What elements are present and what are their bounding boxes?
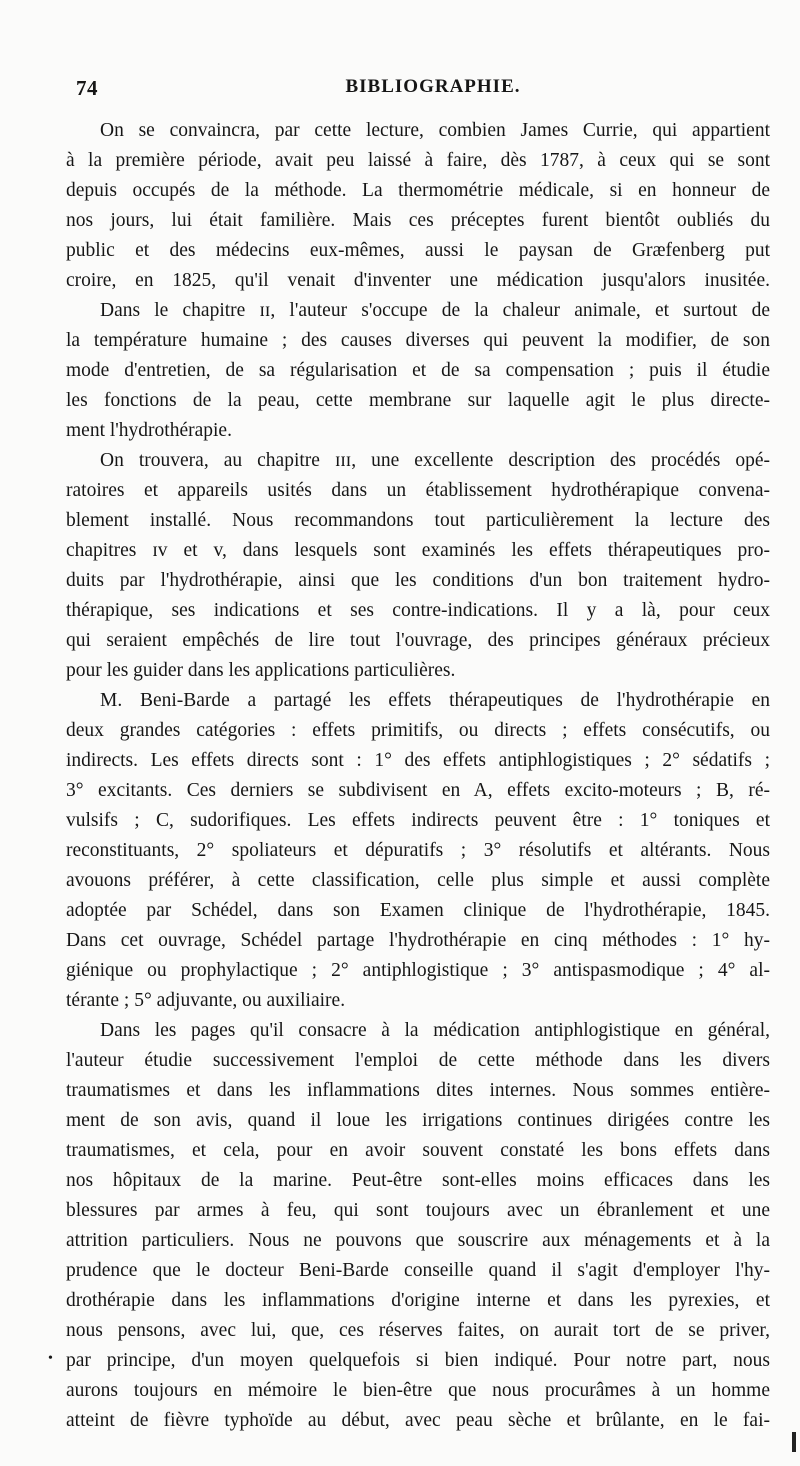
text-line: avouons préférer, à cette classification, celle plus simple et aussi complète	[66, 870, 770, 891]
text-line: ment de son avis, quand il loue les irrigations continues dirigées contre les	[66, 1110, 770, 1131]
text-line: indirects. Les effets directs sont : 1° des effets antiphlogistiques ; 2° sédatifs ;	[66, 750, 770, 771]
text-line: ratoires et appareils usités dans un établissement hydrothérapique convena-	[66, 480, 770, 501]
text-line: à la première période, avait peu laissé à faire, dès 1787, à ceux qui se sont	[66, 150, 770, 171]
text-line: ment l'hydrothérapie.	[66, 420, 232, 441]
text-line: 3° excitants. Ces derniers se subdivisent en A, effets excito-moteurs ; B, ré-	[66, 780, 770, 801]
text-line: public et des médecins eux-mêmes, aussi le paysan de Græfenberg put	[66, 240, 770, 261]
text-line: aurons toujours en mémoire le bien-être que nous procurâmes à un homme	[66, 1380, 770, 1401]
text-line: reconstituants, 2° spoliateurs et dépuratifs ; 3° résolutifs et altérants. Nous	[66, 840, 770, 861]
text-line: drothérapie dans les inflammations d'origine interne et dans les pyrexies, et	[66, 1290, 770, 1311]
text-line: giénique ou prophylactique ; 2° antiphlogistique ; 3° antispasmodique ; 4° al-	[66, 960, 770, 981]
text-line: Dans les pages qu'il consacre à la médication antiphlogistique en général,	[100, 1020, 770, 1041]
text-line: M. Beni-Barde a partagé les effets thérapeutiques de l'hydrothérapie en	[100, 690, 770, 711]
text-line: térante ; 5° adjuvante, ou auxiliaire.	[66, 990, 346, 1011]
page-header	[76, 76, 770, 106]
text-line: nos jours, lui était familière. Mais ces préceptes furent bientôt oubliés du	[66, 210, 770, 231]
running-title: BIBLIOGRAPHIE.	[345, 76, 521, 97]
text-line: par principe, d'un moyen quelquefois si bien indiqué. Pour notre part, nous	[66, 1350, 770, 1371]
text-line: nos hôpitaux de la marine. Peut-être sont-elles moins efficaces dans les	[66, 1170, 770, 1191]
text-line: deux grandes catégories : effets primitifs, ou directs ; effets consécutifs, ou	[66, 720, 770, 741]
text-line: On se convaincra, par cette lecture, combien James Currie, qui appartient	[100, 120, 770, 141]
text-line: l'auteur étudie successivement l'emploi de cette méthode dans les divers	[66, 1050, 770, 1071]
text-line: la température humaine ; des causes diverses qui peuvent la modifier, de son	[66, 330, 770, 351]
text-line: On trouvera, au chapitre ɪɪɪ, une excellente description des procédés opé-	[100, 450, 770, 471]
text-line: nous pensons, avec lui, que, ces réserves faites, on aurait tort de se priver,	[66, 1320, 770, 1341]
text-line: qui seraient empêchés de lire tout l'ouvrage, des principes généraux précieux	[66, 630, 770, 651]
scan-speck	[792, 1432, 796, 1452]
text-line: thérapique, ses indications et ses contre-indications. Il y a là, pour ceux	[66, 600, 770, 621]
text-line: Dans cet ouvrage, Schédel partage l'hydrothérapie en cinq méthodes : 1° hy-	[66, 930, 770, 951]
text-line: chapitres ɪv et v, dans lesquels sont examinés les effets thérapeutiques pro-	[66, 540, 770, 561]
text-line: vulsifs ; C, sudorifiques. Les effets indirects peuvent être : 1° toniques et	[66, 810, 770, 831]
margin-mark: •	[48, 1351, 53, 1366]
text-line: prudence que le docteur Beni-Barde conseille quand il s'agit d'employer l'hy-	[66, 1260, 770, 1281]
text-line: duits par l'hydrothérapie, ainsi que les conditions d'un bon traitement hydro-	[66, 570, 770, 591]
text-line: blessures par armes à feu, qui sont toujours avec un ébranlement et une	[66, 1200, 770, 1221]
text-line: atteint de fièvre typhoïde au début, avec peau sèche et brûlante, en le fai-	[66, 1410, 770, 1431]
text-line: mode d'entretien, de sa régularisation et de sa compensation ; puis il étudie	[66, 360, 770, 381]
text-line: blement installé. Nous recommandons tout particulièrement la lecture des	[66, 510, 770, 531]
text-line: croire, en 1825, qu'il venait d'inventer une médication jusqu'alors inusitée.	[66, 270, 770, 291]
text-line: les fonctions de la peau, cette membrane sur laquelle agit le plus directe-	[66, 390, 770, 411]
text-line: pour les guider dans les applications particulières.	[66, 660, 456, 681]
text-line: adoptée par Schédel, dans son Examen clinique de l'hydrothérapie, 1845.	[66, 900, 770, 921]
text-line: traumatismes, et cela, pour en avoir souvent constaté les bons effets dans	[66, 1140, 770, 1161]
text-line: Dans le chapitre ɪɪ, l'auteur s'occupe de la chaleur animale, et surtout de	[100, 300, 770, 321]
text-line: traumatismes et dans les inflammations dites internes. Nous sommes entière-	[66, 1080, 770, 1101]
page-number: 74	[76, 76, 98, 100]
text-line: attrition particuliers. Nous ne pouvons que souscrire aux ménagements et à la	[66, 1230, 770, 1251]
text-line: depuis occupés de la méthode. La thermométrie médicale, si en honneur de	[66, 180, 770, 201]
